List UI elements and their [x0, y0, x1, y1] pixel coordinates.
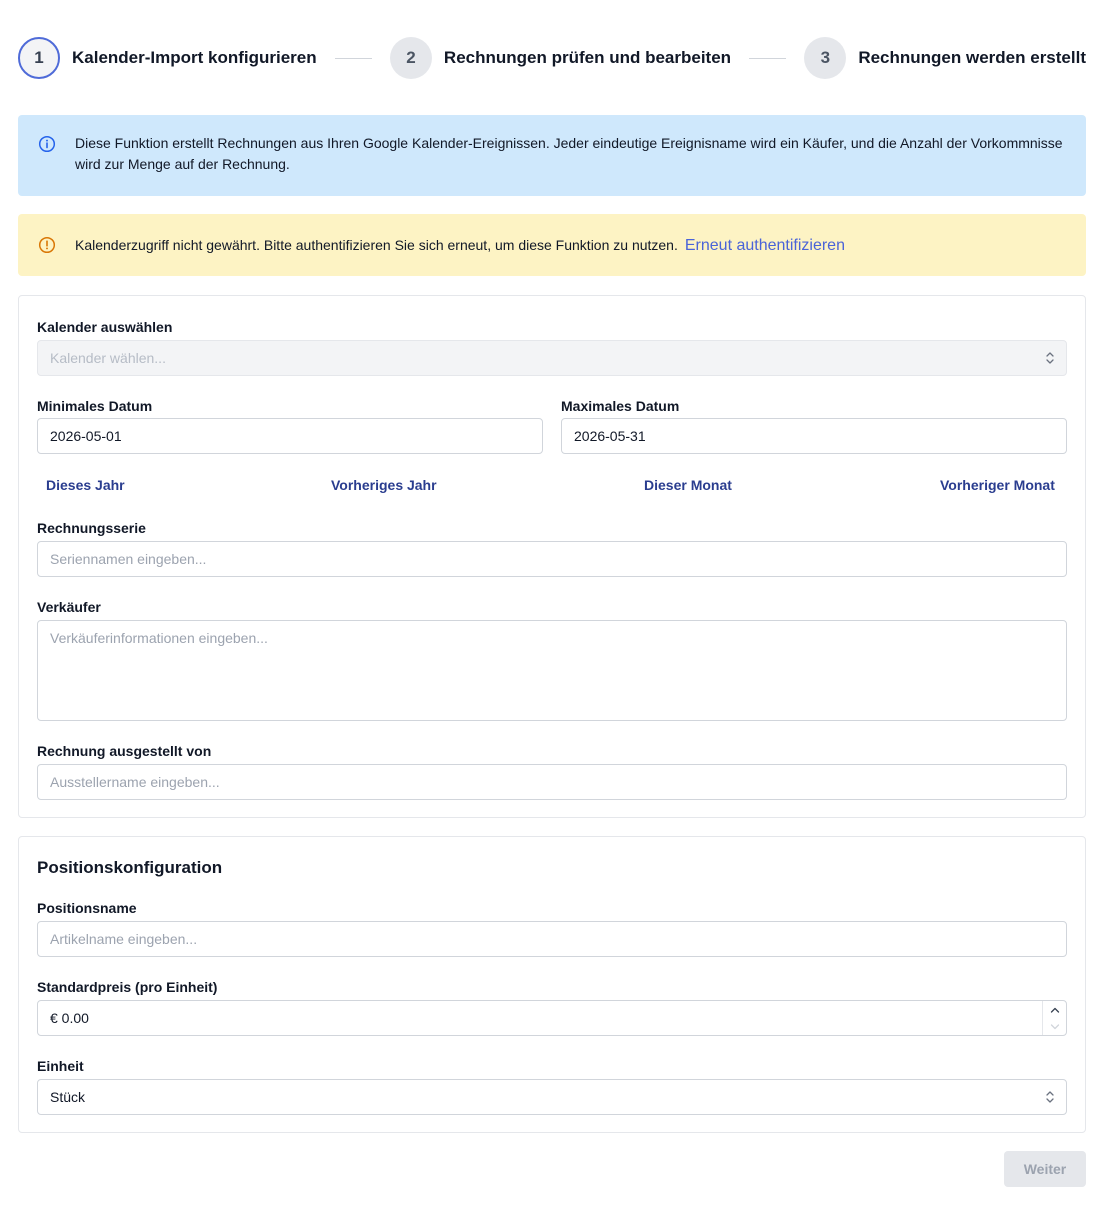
this-month-button[interactable]: Dieser Monat [644, 477, 732, 493]
max-date-input[interactable]: 2026-05-31 [561, 418, 1067, 454]
increment-button[interactable] [1043, 1001, 1067, 1018]
price-input[interactable] [37, 1000, 1067, 1036]
calendar-select-label: Kalender auswählen [37, 319, 173, 335]
position-config-card [18, 836, 1086, 1133]
unit-label: Einheit [37, 1058, 84, 1074]
chevron-up-icon [1050, 1007, 1060, 1013]
issued-by-label: Rechnung ausgestellt von [37, 743, 212, 759]
step-3-number: 3 [804, 37, 846, 79]
previous-month-button[interactable]: Vorheriger Monat [940, 477, 1055, 493]
price-label: Standardpreis (pro Einheit) [37, 979, 218, 995]
progress-stepper [18, 37, 1086, 79]
series-input[interactable]: Seriennamen eingeben... [37, 541, 1067, 577]
warning-alert [18, 214, 1086, 276]
position-config-title: Positionskonfiguration [37, 858, 223, 877]
decrement-button[interactable] [1043, 1018, 1067, 1035]
min-date-input[interactable]: 2026-05-01 [37, 418, 543, 454]
step-3-label: Rechnungen werden erstellt [858, 48, 1086, 67]
info-alert [18, 115, 1086, 196]
previous-year-button[interactable]: Vorheriges Jahr [331, 477, 437, 493]
info-circle-icon [38, 135, 56, 153]
chevron-up-down-icon [1045, 1090, 1055, 1104]
step-1-number: 1 [18, 37, 60, 79]
next-button[interactable]: Weiter [1004, 1151, 1086, 1187]
reauthenticate-link[interactable]: Erneut authentifizieren [684, 236, 845, 254]
position-name-label: Positionsname [37, 900, 137, 916]
step-2-number: 2 [390, 37, 432, 79]
position-name-input[interactable]: Artikelname eingeben... [37, 921, 1067, 957]
issued-by-input[interactable]: Ausstellername eingeben... [37, 764, 1067, 800]
unit-value: Stück [50, 1089, 86, 1105]
chevron-up-down-icon [1045, 351, 1055, 365]
step-3 [804, 37, 1086, 79]
step-connector [335, 58, 372, 59]
warning-circle-icon [38, 236, 56, 254]
min-date-label: Minimales Datum [37, 398, 153, 414]
this-year-button[interactable]: Dieses Jahr [46, 477, 125, 493]
step-1 [18, 37, 317, 79]
series-label: Rechnungsserie [37, 520, 146, 536]
calendar-select[interactable] [37, 340, 1067, 376]
step-1-label: Kalender-Import konfigurieren [72, 48, 317, 67]
price-value: € 0.00 [50, 1010, 89, 1026]
chevron-down-icon [1050, 1024, 1060, 1030]
calendar-select-placeholder: Kalender wählen... [50, 350, 166, 366]
warning-alert-text: Kalenderzugriff nicht gewährt. Bitte authentifizieren Sie sich erneut, um diese Funktion zu nutzen. [75, 236, 678, 253]
step-2-label: Rechnungen prüfen und bearbeiten [443, 48, 732, 67]
step-2 [390, 37, 731, 79]
price-stepper [1042, 1001, 1066, 1035]
seller-textarea[interactable]: Verkäuferinformationen eingeben... [37, 620, 1067, 721]
unit-select[interactable] [37, 1079, 1067, 1115]
calendar-settings-card [18, 295, 1086, 818]
step-connector [749, 58, 786, 59]
max-date-label: Maximales Datum [561, 398, 680, 414]
info-alert-text: Diese Funktion erstellt Rechnungen aus Ihren Google Kalender-Ereignissen. Jeder eindeutige Ereignisname wird ein Käufer, und die Anzahl der Vorkommnisse wird zur Menge auf der Rechnung. [75, 135, 1063, 172]
seller-label: Verkäufer [37, 599, 101, 615]
